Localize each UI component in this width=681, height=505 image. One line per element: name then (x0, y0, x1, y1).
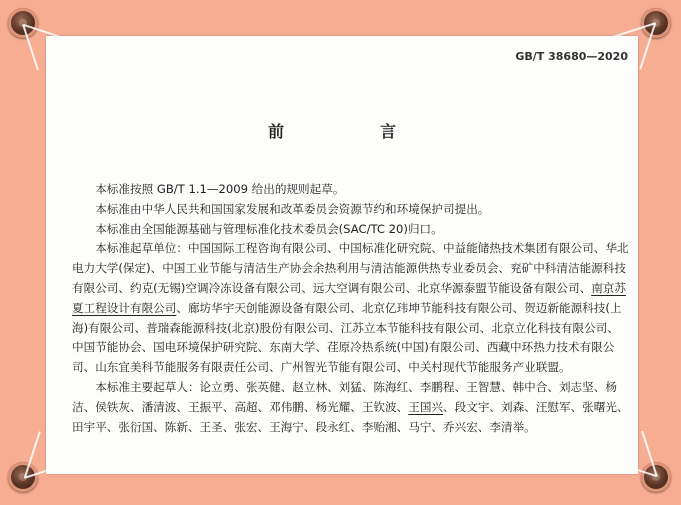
pin-bottom-left (8, 462, 38, 492)
paragraph-proposer: 本标准由中华人民共和国国家发展和改革委员会资源节约和环境保护司提出。 (95, 201, 490, 216)
underlined-unit: 南京苏夏工程设计有限公司 (72, 280, 626, 315)
pin-top-left (8, 8, 38, 38)
pin-bottom-right (641, 462, 671, 492)
drafters-text-end: 、段文宇、刘森、汪慰军、张曙光、田宇平、张衍国、陈新、王圣、张宏、王海宁、段永红、李贻湘、马宁、乔兴宏、李清举。 (72, 399, 629, 434)
paragraph-drafters (72, 378, 630, 437)
drafters-text-start: 本标准主要起草人：论立勇、张英健、赵立林、刘猛、陈海红、李鹏程、王智慧、韩中合、刘志坚、杨洁、侯铁灰、潘清波、王振平、高超、邓伟鹏、杨光耀、王钦波、 (72, 379, 617, 414)
page-title: 前 言 (267, 122, 436, 141)
preface-body (72, 180, 630, 437)
units-text-end: 、廊坊华宇天创能源设备有限公司、北京亿玮坤节能科技有限公司、贺迈新能源科技(上海)有限公司、普瑞森能源科技(北京)股份有限公司、江苏立本节能科技有限公司、北京立化科技有限公司、中国节能协会、国电环境保护研究院、东南大学、荏原冷热系统(中国)有限公司、西藏中环热力技术有限公司、山东宜美科节能服务有限责任公司、广州智光节能有限公司、中关村现代节能服务产业联盟。 (72, 300, 622, 375)
paragraph-committee: 本标准由全国能源基础与管理标准化技术委员会(SAC/TC 20)归口。 (95, 221, 443, 236)
underlined-drafter: 王国兴 (408, 399, 444, 414)
paragraph-drafting-units (72, 239, 630, 378)
units-text-start: 本标准起草单位：中国国际工程咨询有限公司、中国标准化研究院、中益能储热技术集团有限公司、华北电力大学(保定)、中国工业节能与清洁生产协会余热利用与清洁能源供热专业委员会、兖矿中科清洁能源科技有限公司、约克(无锡)空调冷冻设备有限公司、远大空调有限公司、北京华源泰盟节能设备有限公司、 (72, 241, 629, 295)
pin-top-right (641, 8, 671, 38)
paragraph-drafting-rules: 本标准按照 GB/T 1.1—2009 给出的规则起草。 (95, 182, 345, 196)
standard-code: GB/T 38680—2020 (515, 50, 628, 63)
document-page (46, 36, 638, 474)
